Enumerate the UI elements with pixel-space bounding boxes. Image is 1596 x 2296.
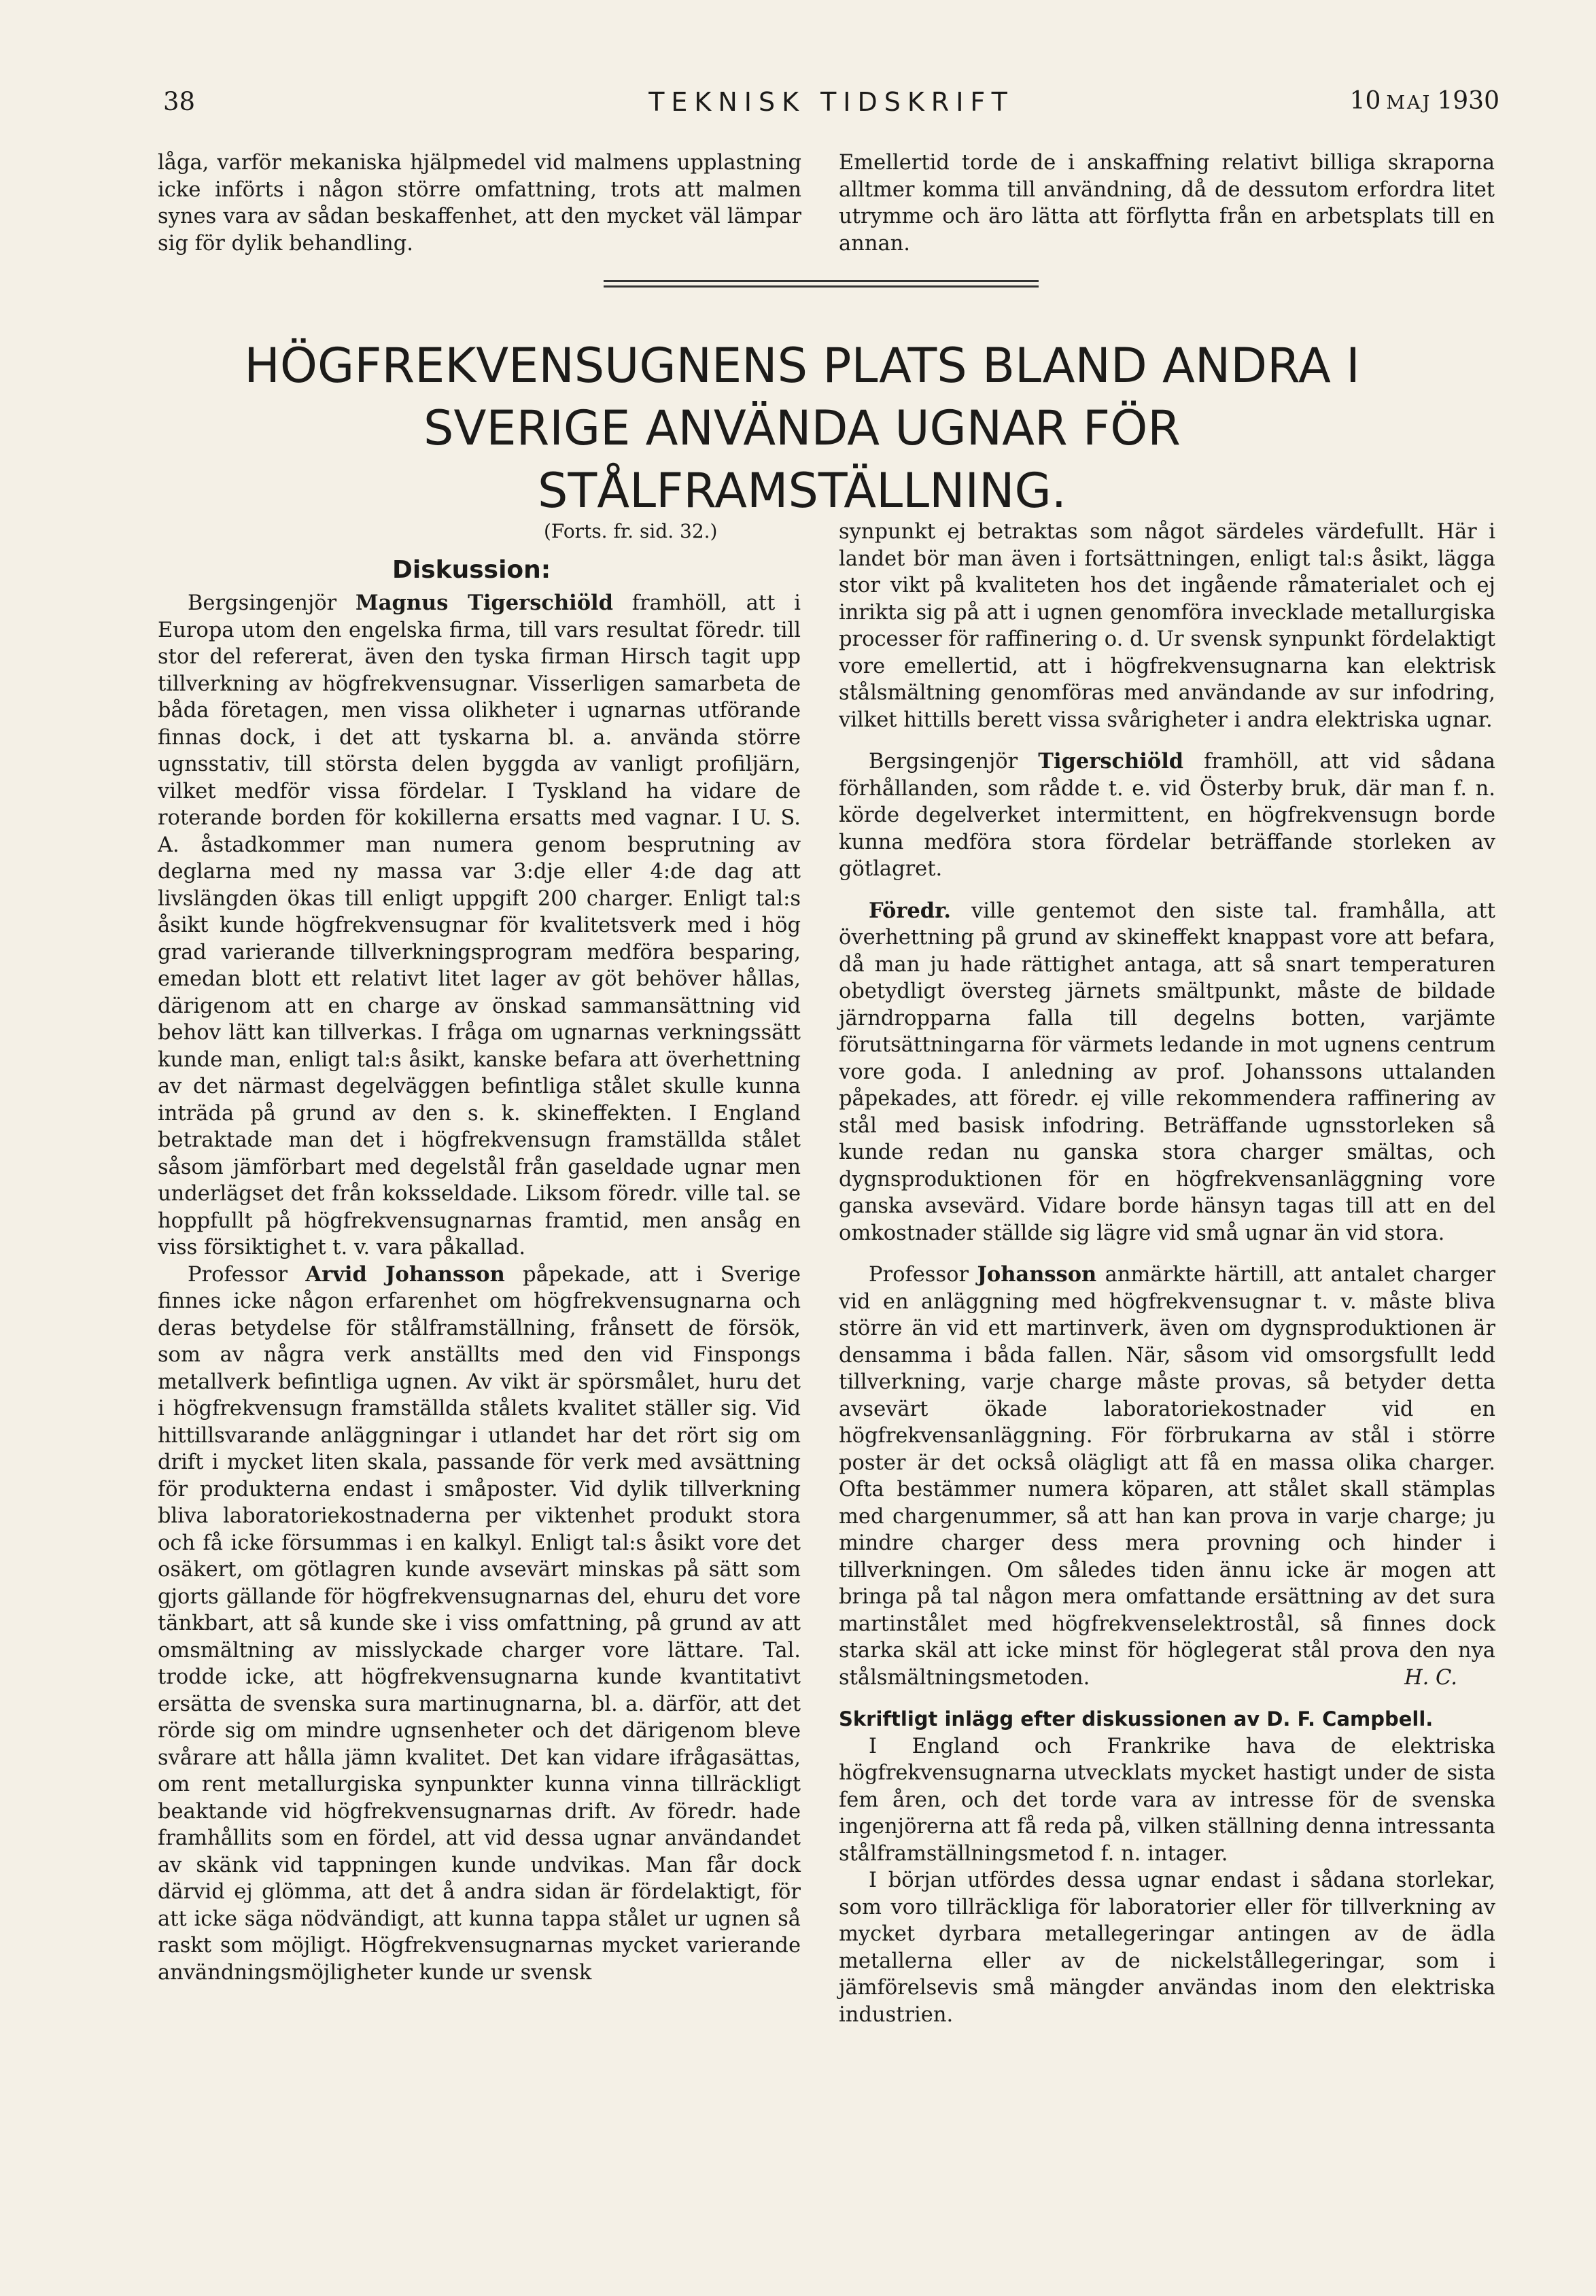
intro-left-column xyxy=(158,150,801,257)
page-number: 38 xyxy=(163,87,196,116)
paragraph: Professor Johansson anmärkte härtill, att antalet charger vid en anläggning med högfrekvensugnar t. v. måste bliva större än vid ett martinverk, även om dygnsproduktionen är densamma i båda fallen. När, såsom vid omsorgsfullt ledd tillverkning, varje charge måste provas, så betyder detta avsevärt ökade laboratoriekostnader vid en högfrekvensanläggning. För förbrukarna av stål i större poster är det också olägligt att få en massa olika charger. Ofta bestämmer numera köparen, att stålet skall stämplas med chargenummer, så att han kan prova in varje charge; ju mindre charger dess mera provning och hinder i tillverkningen. Om således tiden ännu icke är mogen att bringa på tal någon mera omfattande ersättning av det sura martinstålet med högfrekvenselektrostål, så finnes dock starka skäl att icke minst för höglegerat stål prova den nya stålsmältningsmetoden. H. C. xyxy=(839,1262,1495,1691)
intro-right-text: Emellertid torde de i anskaffning relativt billiga skraporna alltmer komma till användning, då de dessutom erfordra litet utrymme och äro lätta att förflytta från en arbetsplats till en annan. xyxy=(839,151,1495,256)
date-day: 10 xyxy=(1349,87,1381,115)
speaker-name: Arvid Johansson xyxy=(305,1262,505,1287)
paragraph: Föredr. ville gentemot den siste tal. framhålla, att överhettning på grund av skineffekt knappast vore att befara, då man ju hade rättighet antaga, att så snart temperaturen obetydligt översteg järnets smältpunkt, måste de bildade järndropparna falla till degelns botten, varjämte förutsättningarna för värmets ledande in mot ugnens centrum vore goda. I anledning av prof. Johanssons uttalanden påpekades, att föredr. ej ville rekommendera raffinering av stål med basisk infodring. Beträffande ugnsstorleken så kunde redan nu ganska stora charger smältas, och dygnsproduktionen för en högfrekvensanläggning vore ganska avsevärd. Vidare borde hänsyn tagas till att en del omkostnader ställde sig lägre vid små ugnar än vid stora. xyxy=(839,898,1495,1245)
intro-right-column xyxy=(839,150,1495,257)
left-column xyxy=(158,590,801,1986)
paragraph: Bergsingenjör Tigerschiöld framhöll, att vid sådana förhållanden, som rådde t. e. vid Österby bruk, där man f. n. körde degelverket intermittent, en högfrekvensugn borde kunna medföra stora fördelar beträffande storleken av götlagret. xyxy=(839,749,1495,881)
separator-rule xyxy=(604,280,1039,282)
issue-date xyxy=(1350,87,1499,115)
page-header xyxy=(163,87,1499,128)
continuation-note: (Forts. fr. sid. 32.) xyxy=(544,520,718,542)
paragraph: Bergsingenjör Magnus Tigerschiöld framhöll, att i Europa utom den engelska firma, till vars resultat föredr. till stor del refererat, även den tyska firman Hirsch tagit upp tillverkning av högfrekvensugnar. Visserligen samarbeta de båda företagen, men vissa olikheter i ugnarnas utförande finnas dock, i det att tyskarna bl. a. använda större ugnsstativ, till största delen byggda av vanligt profiljärn, vilket medför vissa fördelar. I Tyskland ha vidare de roterande borden för kokillerna ersatts med vagnar. I U. S. A. åstadkommer man numera genom besprutning av deglarna med ny massa var 3:dje eller 4:de dag att livslängden ökas till enligt uppgift 200 charger. Enligt tal:s åsikt kunde högfrekvensugnar för kvalitetsverk med i hög grad varierande tillverkningsprogram medföra besparing, emedan blott ett relativt litet lager av göt behöver hållas, därigenom att en charge av önskad sammansättning vid behov lätt kan tillverkas. I fråga om ugnarnas verkningssätt kunde man, enligt tal:s åsikt, kanske befara att överhettning av det närmast degelväggen befintliga stålet skulle kunna inträda på grund av den s. k. skineffekten. I England betraktade man det i högfrekvensugn framställda stålet såsom jämförbart med degelstål från gaseldade ugnar men underlägset det från koksseldade. Liksom föredr. ville tal. se hoppfullt på högfrekvensugnarnas framtid, men ansåg en viss försiktighet t. v. vara påkallad. xyxy=(158,591,801,1259)
signature: H. C. xyxy=(1404,1665,1457,1690)
paragraph: synpunkt ej betraktas som något särdeles värdefullt. Här i landet bör man även i fortsättningen, enligt tal:s åsikt, lägga stor vikt på kvaliteten hos det ingående råmaterialet och ej inrikta sig på att i ugnen genomföra invecklade metallurgiska processer för raffinering o. d. Ur svensk synpunkt fördelaktigt vore emellertid, att i högfrekvensugnarna kan elektrisk stålsmältning genomföras med användande av sur infodring, vilket hittills berett vissa svårigheter i andra elektriska ugnar. xyxy=(839,520,1495,732)
journal-title: TEKNISK TIDSKRIFT xyxy=(648,87,1014,117)
speaker-name: Föredr. xyxy=(869,898,952,923)
paragraph: I England och Frankrike hava de elektriska högfrekvensugnarna utvecklats mycket hastigt under de sista fem åren, och det torde vara av intresse för de svenska ingenjörerna att få reda på, vilken ställning denna intressanta stålframställningsmetod f. n. intager. xyxy=(839,1734,1495,1866)
paragraph: Professor Arvid Johansson påpekade, att i Sverige finnes icke någon erfarenhet om högfrekvensugnarna och deras betydelse för stålframställning, frånsett de försök, som av några verk anställts med den vid Finspongs metallverk befintliga ugnen. Av vikt är spörsmålet, huru det i högfrekvensugn framställda stålets kvalitet ställer sig. Vid hittillsvarande anläggningar i utlandet har det rört sig om drift i mycket liten skala, passande för verk med avsättning för produkterna endast i småposter. Vid dylik tillverkning bliva laboratoriekostnaderna per viktenhet produkt stora och få icke försummas i en kalkyl. Enligt tal:s åsikt vore det osäkert, om götlagren kunde avsevärt minskas på sätt som gjorts gällande för högfrekvensugnarnas del, ehuru det vore tänkbart, att så kunde ske i viss omfattning, på grund av att omsmältning av misslyckade charger vore lättare. Tal. trodde icke, att högfrekvensugnarna kunde kvantitativt ersätta de svenska sura martinugnarna, bl. a. därför, att det rörde sig om mindre ugnsenheter och det därigenom bleve svårare att hålla jämn kvalitet. Det kan vidare ifrågasättas, om rent metallurgiska synpunkter kunna vinna tillräckligt beaktande vid högfrekvensugnarnas drift. Av föredr. hade framhållits som en fördel, att vid dessa ugnar användandet av skänk vid tappningen kunde undvikas. Man får dock därvid ej glömma, att det å andra sidan är fördelaktigt, för att icke säga nödvändigt, att kunna tappa stålet ur ugnen så raskt som möjligt. Högfrekvensugnarnas mycket varierande användningsmöjligheter kunde ur svensk xyxy=(158,1262,801,1985)
right-column xyxy=(839,519,1495,2028)
paragraph: I början utfördes dessa ugnar endast i sådana storlekar, som voro tillräckliga för laboratorier eller för tillverkning av mycket dyrbara metallegeringar antingen av de ädla metallerna eller av de nickelstållegeringar, som i jämförelsevis små mängder användas inom den elektriska industrien. xyxy=(839,1868,1495,2027)
date-month: MAJ xyxy=(1386,92,1432,114)
date-year: 1930 xyxy=(1437,87,1499,115)
subheading: Skriftligt inlägg efter diskussionen av D. F. Campbell. xyxy=(839,1707,1434,1730)
speaker-name: Tigerschiöld xyxy=(1038,749,1184,773)
speaker-name: Magnus Tigerschiöld xyxy=(355,591,613,615)
speaker-name: Johansson xyxy=(977,1262,1097,1287)
section-heading: Diskussion: xyxy=(392,556,551,584)
intro-left-text: låga, varför mekaniska hjälpmedel vid malmens upplastning icke införts i någon större omfattning, trots att malmen synes vara av sådan beskaffenhet, att den mycket väl lämpar sig för dylik behandling. xyxy=(158,151,801,256)
article-title: HÖGFREKVENSUGNENS PLATS BLAND ANDRA I SVERIGE ANVÄNDA UGNAR FÖR STÅLFRAMSTÄLLNING. xyxy=(244,338,1360,519)
separator-rule xyxy=(604,285,1039,288)
